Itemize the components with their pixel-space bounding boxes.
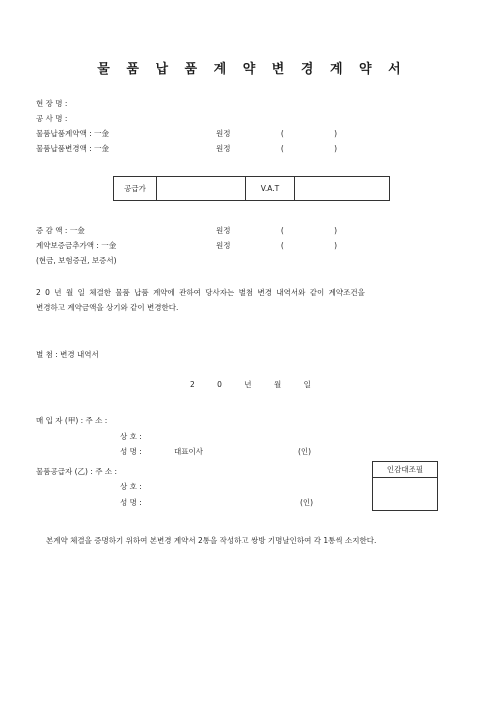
variance-amount-won: 원정 ( ): [216, 226, 338, 235]
contract-amount-won: 원정 ( ): [216, 129, 338, 138]
body-text-line2: 변경하고 계약금액을 상기와 같이 변경한다.: [36, 303, 179, 312]
guarantee-note: (현금, 보험증권, 보증서): [36, 256, 117, 265]
changed-amount-label: 물품납품변경액 : 一金: [36, 144, 110, 153]
variance-amount-label: 증 감 액 : 一金: [36, 226, 85, 235]
buyer-title: 대표이사: [174, 447, 203, 456]
supplier-address-label: 물품공급자 (乙) : 주 소 :: [36, 467, 118, 476]
deposit-addition-label: 계약보증금추가액 : 一金: [36, 241, 117, 250]
attachment-line: 별 첨 : 변경 내역서: [36, 350, 99, 359]
buyer-name-label: 성 명 :: [120, 447, 142, 456]
seal-verification-box: [372, 461, 438, 511]
price-table: [113, 176, 390, 201]
footer-statement: 본계약 체결을 증명하기 위하여 본변경 계약서 2통을 작성하고 쌍방 기명날인하여 각 1통씩 소지한다.: [46, 536, 377, 545]
supply-price-label: 공급가: [114, 177, 157, 201]
project-name-label: 공 사 명 :: [36, 114, 68, 123]
supplier-seal: (인): [300, 498, 314, 507]
buyer-seal: (인): [298, 447, 312, 456]
site-name-label: 현 장 명 :: [36, 99, 68, 108]
vat-cell: [295, 177, 390, 201]
document-title: 물 품 납 품 계 약 변 경 계 약 서: [97, 62, 407, 77]
supplier-company-label: 상 호 :: [120, 482, 142, 491]
deposit-addition-won: 원정 ( ): [216, 241, 338, 250]
date-line: 2 0 년 월 일: [190, 380, 311, 389]
supply-price-cell: [157, 177, 246, 201]
seal-verification-label: 인감대조필: [373, 462, 437, 478]
contract-amount-label: 물품납품계약액 : 一金: [36, 129, 110, 138]
buyer-company-label: 상 호 :: [120, 432, 142, 441]
vat-label: V.A.T: [246, 177, 295, 201]
buyer-address-label: 매 입 자 (甲) : 주 소 :: [36, 416, 108, 425]
body-text-line1: 2 0 년 월 일 체결한 물품 납품 계약에 관하여 당사자는 별첨 변경 내역서와 같이 계약조건을: [36, 288, 365, 297]
changed-amount-won: 원정 ( ): [216, 144, 338, 153]
supplier-name-label: 성 명 :: [120, 498, 142, 507]
